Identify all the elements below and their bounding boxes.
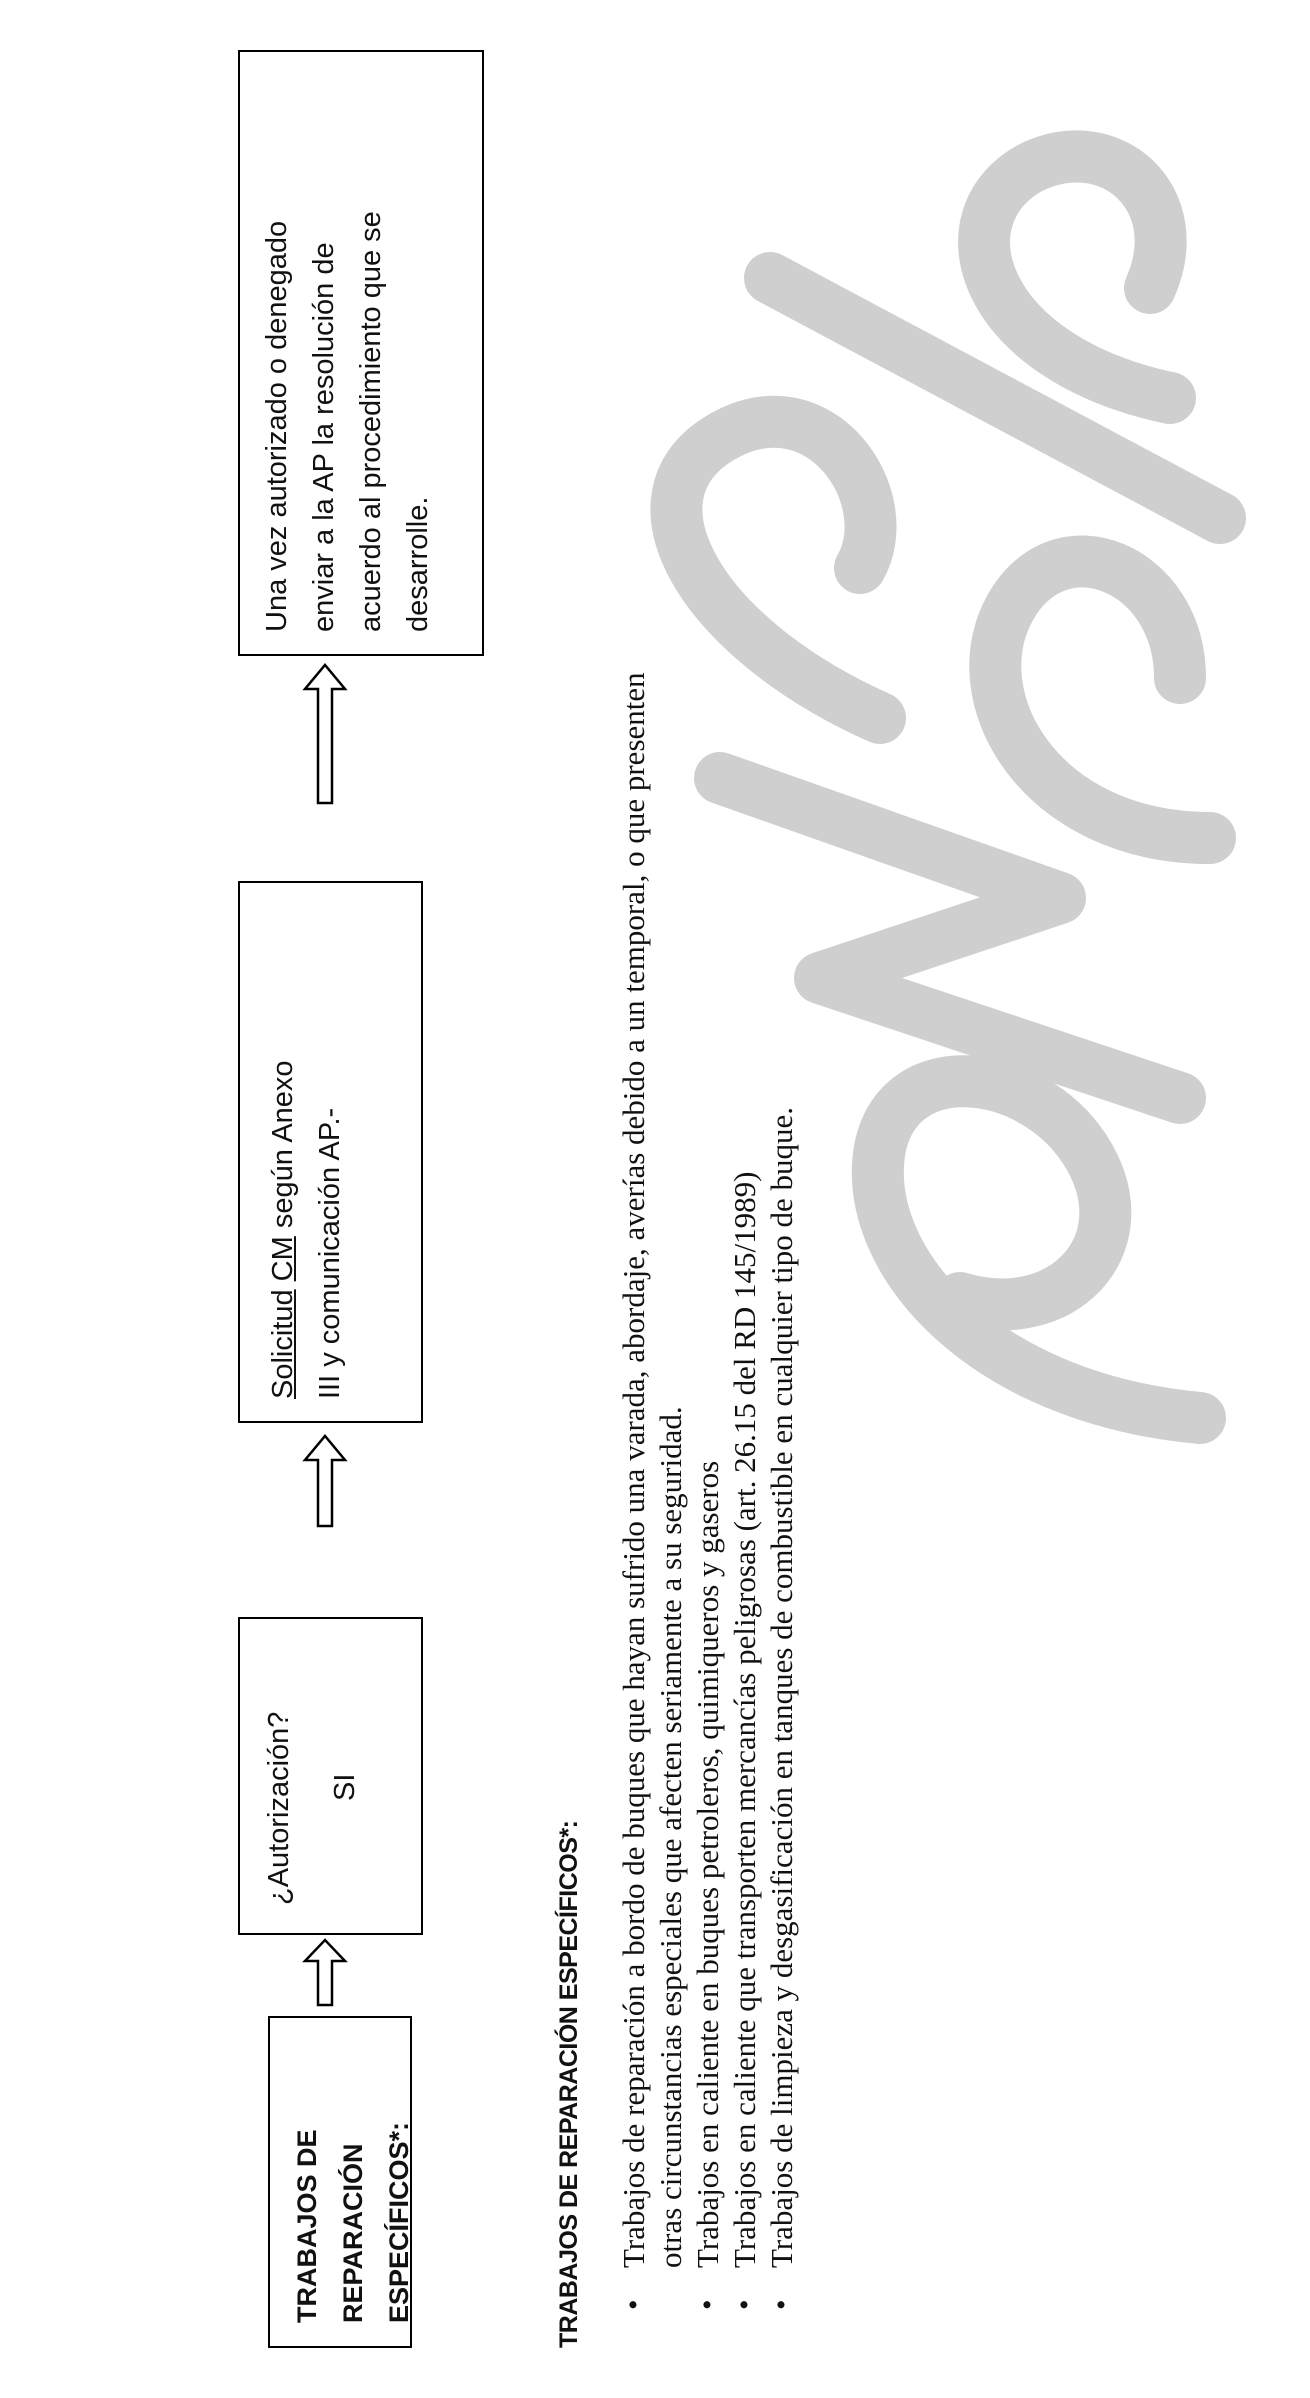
start-line-2: ESPECÍFICOS*: — [384, 2121, 414, 2323]
bullet-item-line: • Trabajos en caliente en buques petroleros, quimiqueros y gaseros — [690, 1460, 725, 2268]
bullet-item — [763, 50, 800, 2310]
start-line-1: TRABAJOS DE REPARACIÓN — [292, 2129, 368, 2323]
bullet-item — [689, 50, 726, 2310]
solicitud-line-2: III y comunicación AP.- — [314, 1107, 346, 1399]
bullet-list — [615, 50, 800, 2310]
cm-word: CM — [267, 1236, 299, 1282]
bullet-item-line: otras circunstancias especiales que afecten seriamente a su seguridad. — [653, 1406, 688, 2268]
resolution-line-3: acuerdo al procedimiento que se — [355, 211, 387, 632]
solicitud-word: Solicitud — [267, 1289, 299, 1399]
bullet-item — [726, 50, 763, 2310]
arrow-right-icon — [305, 1436, 345, 1526]
resolution-line-4: desarrolle. — [402, 496, 434, 632]
bullet-item-line: • Trabajos de reparación a bordo de buques que hayan sufrido una varada, abordaje, averías debido a un temporal, o que presenten — [616, 672, 651, 2268]
bullet-item-line: • Trabajos en caliente que transporten mercancías peligrosas (art. 26.15 del RD 145/1989) — [727, 1171, 762, 2268]
arrow-right-icon — [305, 1940, 345, 2005]
resolution-line-1: Una vez autorizado o denegado — [261, 220, 293, 632]
resolution-line-2: enviar a la AP la resolución de — [308, 242, 340, 632]
arrow-right-icon — [305, 665, 345, 803]
bullet-item — [615, 50, 689, 2310]
section-heading: TRABAJOS DE REPARACIÓN ESPECÍFICOS*: — [555, 1820, 583, 2348]
authorization-question: ¿Autorización? — [263, 1711, 295, 1905]
solicitud-rest: según Anexo — [267, 1060, 299, 1237]
bullet-item-line: • Trabajos de limpieza y desgasificación en tanques de combustible en cualquier tipo de buque. — [764, 1106, 799, 2268]
authorization-answer: SI — [329, 1773, 361, 1801]
